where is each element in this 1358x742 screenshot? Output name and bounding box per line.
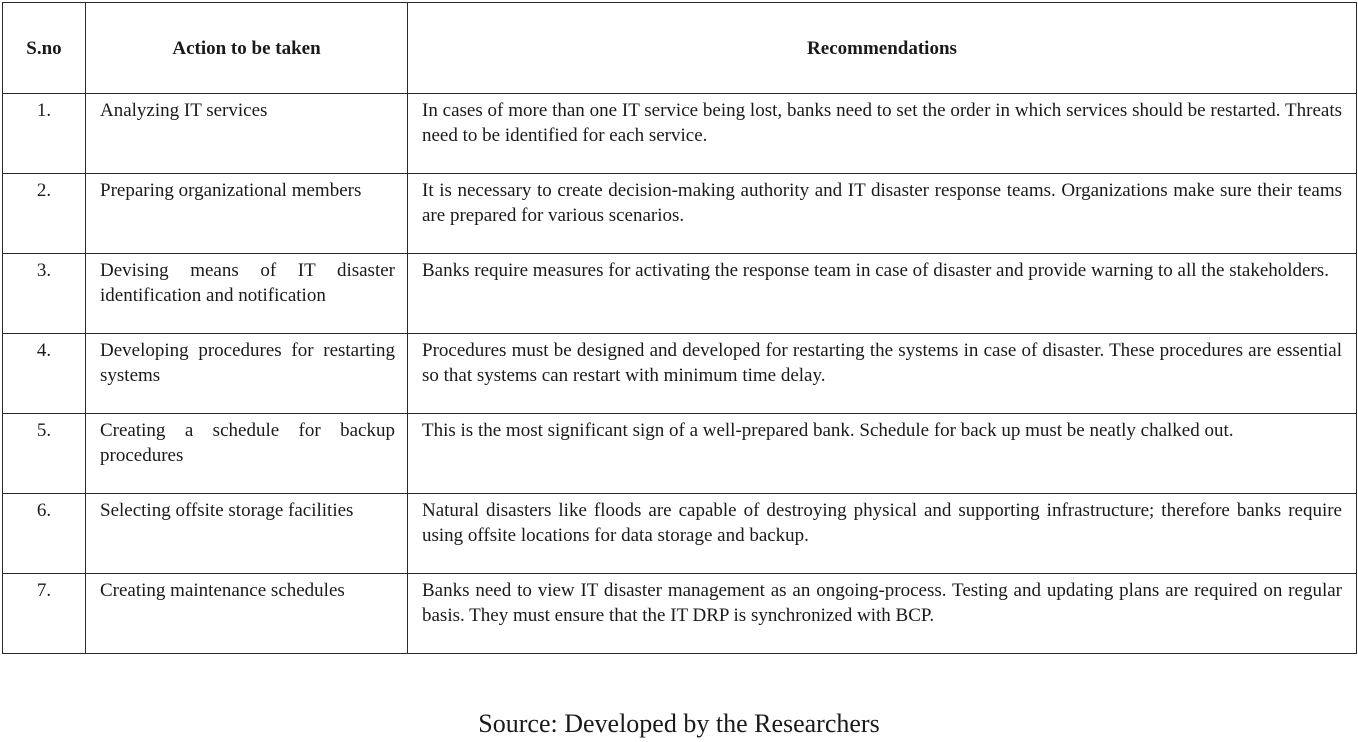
- row-sno: 7.: [3, 574, 86, 654]
- row-action: Creating maintenance schedules: [86, 574, 408, 654]
- row-recommendation: Banks require measures for activating the response team in case of disaster and provide warning to all the stakeholders.: [408, 254, 1357, 334]
- row-action: Selecting offsite storage facilities: [86, 494, 408, 574]
- row-sno: 4.: [3, 334, 86, 414]
- row-action: Analyzing IT services: [86, 94, 408, 174]
- table-row: [3, 254, 1357, 334]
- table-row: [3, 94, 1357, 174]
- row-sno: 6.: [3, 494, 86, 574]
- table-row: [3, 494, 1357, 574]
- row-sno: 1.: [3, 94, 86, 174]
- header-action: Action to be taken: [86, 3, 408, 94]
- row-action: Devising means of IT disaster identification and notification: [86, 254, 408, 334]
- row-recommendation: In cases of more than one IT service being lost, banks need to set the order in which services should be restarted. Threats need to be identified for each service.: [408, 94, 1357, 174]
- table-row: [3, 574, 1357, 654]
- row-action: Creating a schedule for backup procedures: [86, 414, 408, 494]
- table-row: [3, 414, 1357, 494]
- table-row: [3, 174, 1357, 254]
- row-recommendation: Procedures must be designed and developed for restarting the systems in case of disaster. These procedures are essential so that systems can restart with minimum time delay.: [408, 334, 1357, 414]
- row-recommendation: It is necessary to create decision-making authority and IT disaster response teams. Organizations make sure their teams are prepared for various scenarios.: [408, 174, 1357, 254]
- source-caption: Source: Developed by the Researchers: [478, 709, 880, 738]
- header-sno: S.no: [3, 3, 86, 94]
- table-row: [3, 334, 1357, 414]
- row-sno: 5.: [3, 414, 86, 494]
- row-recommendation: This is the most significant sign of a well-prepared bank. Schedule for back up must be neatly chalked out.: [408, 414, 1357, 494]
- row-action: Preparing organizational members: [86, 174, 408, 254]
- row-sno: 2.: [3, 174, 86, 254]
- header-row: [3, 3, 1357, 94]
- row-action: Developing procedures for restarting systems: [86, 334, 408, 414]
- header-recommendations: Recommendations: [408, 3, 1357, 94]
- recommendations-table: [2, 2, 1357, 654]
- row-sno: 3.: [3, 254, 86, 334]
- row-recommendation: Banks need to view IT disaster management as an ongoing-process. Testing and updating plans are required on regular basis. They must ensure that the IT DRP is synchronized with BCP.: [408, 574, 1357, 654]
- row-recommendation: Natural disasters like floods are capable of destroying physical and supporting infrastructure; therefore banks require using offsite locations for data storage and backup.: [408, 494, 1357, 574]
